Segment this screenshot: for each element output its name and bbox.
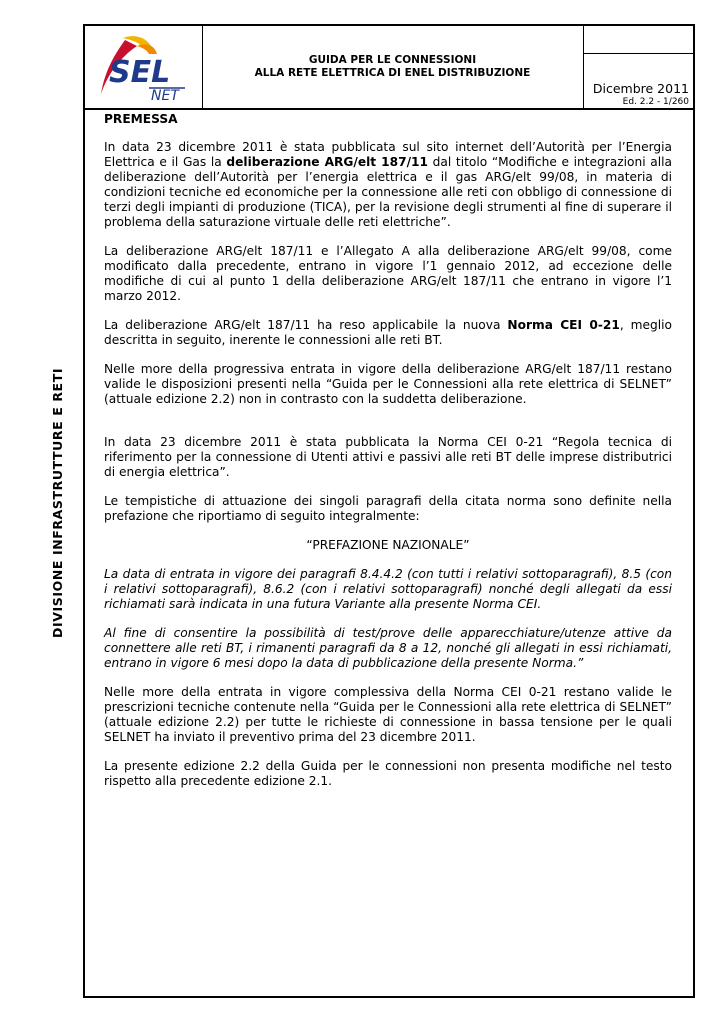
paragraph-4: Nelle more della progressiva entrata in vigore della deliberazione ARG/elt 187/11 restano valide le disposizioni presenti nella “Guida per le Connessioni alla rete elettrica di SELNET” (attuale edizione 2.2) non in contrasto con la suddetta deliberazione. (104, 362, 672, 406)
paragraph-1: In data 23 dicembre 2011 è stata pubblicata sul sito internet dell’Autorità per l’Energia Elettrica e il Gas la deliberazione ARG/elt 187/11 dal titolo “Modifiche e integrazioni alla deliberazione dell’Autorità per l’energia elettrica e il gas ARG/elt 99/08, in materia di condizioni tecniche ed economiche per la connessione alle reti con obbligo di connessione di terzi degli impianti di produzione (TICA), per la revisione degli strumenti al fine di superare il problema della saturazione virtuale delle reti elettriche”. (104, 140, 672, 229)
document-title (202, 54, 583, 80)
paragraph-6: Le tempistiche di attuazione dei singoli paragrafi della citata norma sono definite nella prefazione che riportiamo di seguito integralmente: (104, 494, 672, 523)
norma-reference: Norma CEI 0-21 (507, 318, 620, 332)
date-cell (583, 26, 693, 108)
edition-page-number: Ed. 2.2 - 1/260 (622, 97, 689, 107)
title-cell (202, 26, 584, 108)
paragraph-2: La deliberazione ARG/elt 187/11 e l’Allegato A alla deliberazione ARG/elt 99/08, come modificato dalla precedente, entrano in vigore l’1 gennaio 2012, ad eccezione delle modifiche di cui al punto 1 della deliberazione ARG/elt 187/11 che entrano in vigore l’1 marzo 2012. (104, 244, 672, 303)
date-cell-top-box (583, 26, 693, 54)
paragraph-11: La presente edizione 2.2 della Guida per le connessioni non presenta modifiche nel testo rispetto alla precedente edizione 2.1. (104, 759, 672, 788)
side-division-label: DIVISIONE INFRASTRUTTURE E RETI (50, 367, 65, 638)
document-body (104, 112, 672, 803)
preface-title: “PREFAZIONE NAZIONALE” (306, 538, 470, 552)
logo-cell (85, 26, 203, 108)
svg-text:NET: NET (151, 88, 179, 104)
selnet-logo (93, 32, 193, 104)
title-line-1: GUIDA PER LE CONNESSIONI (308, 54, 477, 66)
svg-text:SEL: SEL (109, 55, 171, 90)
preface-paragraph-2: Al fine di consentire la possibilità di test/prove delle apparecchiature/utenze attive da connettere alle reti BT, i rimanenti paragrafi da 8 a 12, nonché gli allegati in essi richiamati, entrano in vigore 6 mesi dopo la data di pubblicazione della presente Norma.” (104, 626, 672, 670)
preface-paragraph-1: La data di entrata in vigore dei paragrafi 8.4.4.2 (con tutti i relativi sottoparagrafi), 8.5 (con i relativi sottoparagrafi), 8.6.2 (con i relativi sottoparagrafi) nonché degli allegati da essi richiamati sarà indicata in una futura Variante alla presente Norma CEI. (104, 567, 672, 611)
paragraph-10: Nelle more della entrata in vigore complessiva della Norma CEI 0-21 restano valide le prescrizioni tecniche contenute nella “Guida per le Connessioni alla rete elettrica di SELNET” (attuale edizione 2.2) per tutte le richieste di connessione in bassa tensione per le quali SELNET ha inviato il preventivo prima del 23 dicembre 2011. (104, 685, 672, 744)
document-date: Dicembre 2011 (592, 81, 689, 96)
section-heading: PREMESSA (104, 112, 178, 126)
deliberation-reference: deliberazione ARG/elt 187/11 (226, 155, 429, 169)
title-line-2: ALLA RETE ELETTRICA DI ENEL DISTRIBUZIONE (254, 67, 531, 79)
document-header (83, 24, 695, 110)
paragraph-5: In data 23 dicembre 2011 è stata pubblicata la Norma CEI 0-21 “Regola tecnica di riferimento per la connessione di Utenti attivi e passivi alle reti BT delle imprese distributrici di energia elettrica”. (104, 435, 672, 479)
paragraph-3: La deliberazione ARG/elt 187/11 ha reso applicabile la nuova Norma CEI 0-21, meglio descritta in seguito, inerente le connessioni alle reti BT. (104, 318, 672, 347)
